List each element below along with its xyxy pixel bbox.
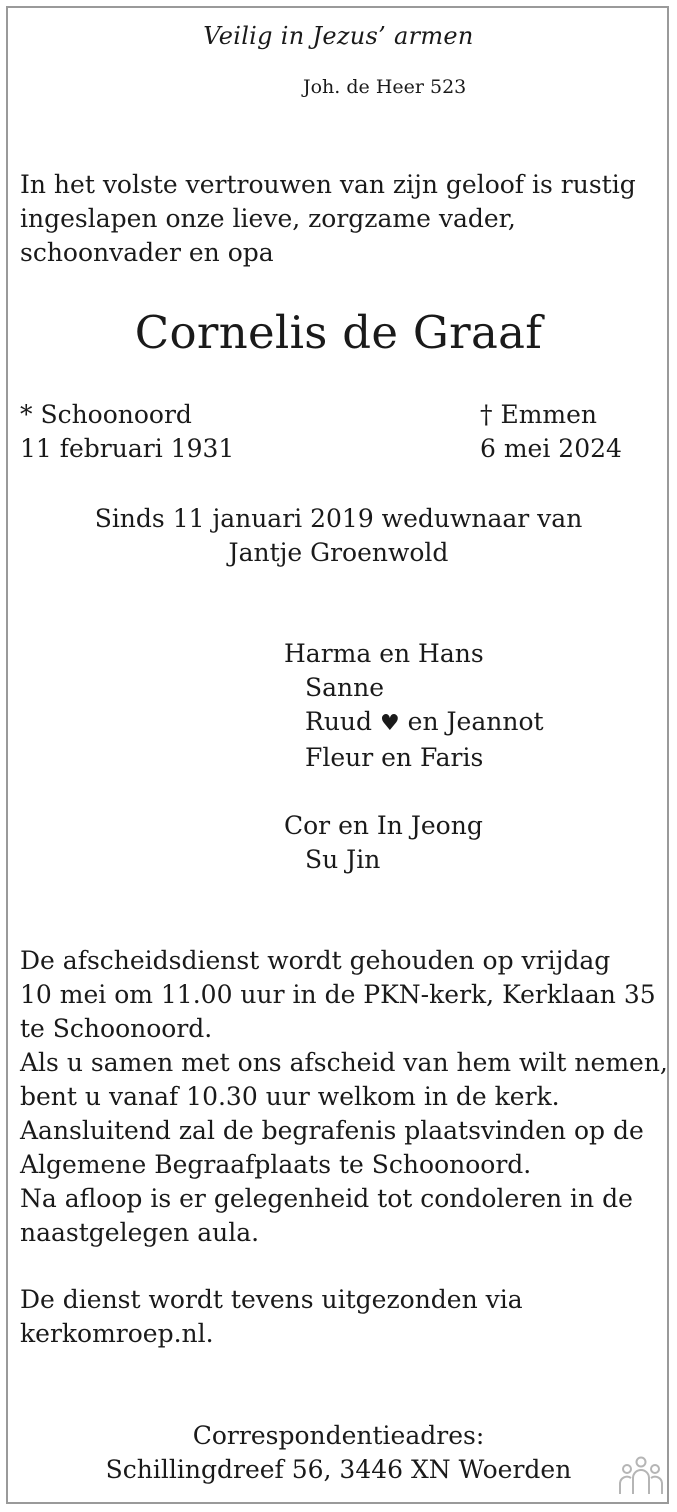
correspondence-address: Schillingdreef 56, 3446 XN Woerden [105, 1455, 572, 1484]
broadcast-line: kerkomroep.nl. [20, 1319, 214, 1348]
service-line: Aansluitend zal de begrafenis plaatsvinden op de [20, 1116, 644, 1145]
motto-reference: Joh. de Heer 523 [303, 76, 467, 98]
birth-info [20, 398, 234, 466]
service-line: naastgelegen aula. [20, 1218, 260, 1247]
heart-icon: ♥ [379, 711, 400, 736]
family-group2-parents: Cor en In Jeong [284, 811, 483, 840]
broadcast-text [20, 1283, 523, 1351]
intro-line: In het volste vertrouwen van zijn geloof is rustig [20, 170, 636, 199]
service-text [20, 944, 668, 1250]
intro-text [20, 168, 660, 270]
service-line: 10 mei om 11.00 uur in de PKN-kerk, Kerklaan 35 [20, 980, 656, 1009]
family-group1-child2 [284, 705, 544, 741]
child2-rest: en Jeannot [407, 707, 544, 736]
family-list [284, 637, 544, 877]
family-group1-child1: Sanne [305, 673, 385, 702]
intro-line: ingeslapen onze lieve, zorgzame vader, [20, 204, 516, 233]
death-date: 6 mei 2024 [480, 434, 622, 463]
correspondence-label: Correspondentieadres: [192, 1421, 485, 1450]
deceased-name: Cornelis de Graaf [134, 306, 543, 359]
family-spacer [284, 775, 544, 809]
broadcast-line: De dienst wordt tevens uitgezonden via [20, 1285, 523, 1314]
family-group1-child3: Fleur en Faris [305, 743, 484, 772]
service-line: Als u samen met ons afscheid van hem wilt nemen, [20, 1048, 668, 1077]
intro-line: schoonvader en opa [20, 238, 274, 267]
family-group1-parents: Harma en Hans [284, 639, 484, 668]
death-place: † Emmen [480, 400, 598, 429]
service-line: bent u vanaf 10.30 uur welkom in de kerk. [20, 1082, 560, 1111]
service-line: Na afloop is er gelegenheid tot condoleren in de [20, 1184, 633, 1213]
birth-place: * Schoonoord [20, 400, 192, 429]
child2-name: Ruud [305, 707, 373, 736]
death-info [480, 398, 622, 466]
service-line: De afscheidsdienst wordt gehouden op vrijdag [20, 946, 611, 975]
widower-line: Sinds 11 januari 2019 weduwnaar van [94, 504, 583, 533]
correspondence [0, 1419, 677, 1487]
birth-date: 11 februari 1931 [20, 434, 235, 463]
service-line: Algemene Begraafplaats te Schoonoord. [20, 1150, 532, 1179]
family-group2-child1: Su Jin [305, 845, 381, 874]
widower-text [0, 502, 677, 570]
motto: Veilig in Jezus’ armen [203, 22, 474, 50]
service-line: te Schoonoord. [20, 1014, 213, 1043]
widower-line: Jantje Groenwold [228, 538, 449, 567]
people-group-icon [618, 1456, 664, 1496]
